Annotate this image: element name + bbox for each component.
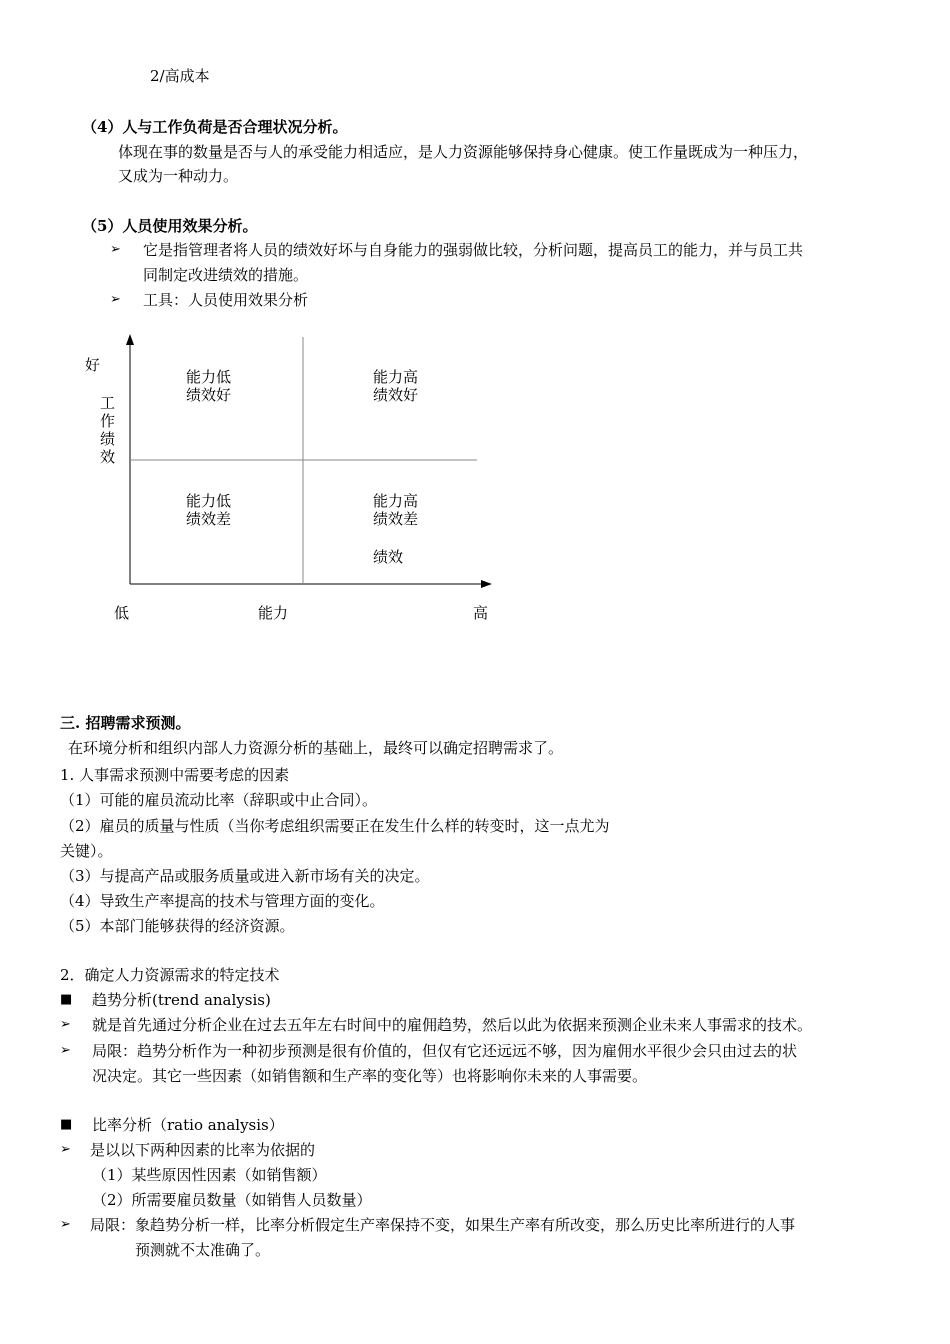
- y-axis-label-3: 绩: [100, 430, 116, 448]
- y-axis-label-4: 效: [100, 448, 116, 466]
- section3-heading: 三. 招聘需求预测。: [60, 714, 191, 732]
- ratio-sub1: （1）某些原因性因素（如销售额）: [92, 1166, 327, 1184]
- arrow-bullet-icon: ➢: [110, 242, 121, 257]
- quadrant-top-left-line1: 能力低: [186, 368, 232, 386]
- section3-intro: 在环境分析和组织内部人力资源分析的基础上，最终可以确定招聘需求了。: [68, 739, 564, 757]
- arrow-bullet-icon: ➢: [60, 1017, 71, 1032]
- inner-label: 绩效: [373, 548, 404, 566]
- quadrant-top-right-line2: 绩效好: [373, 386, 419, 404]
- ability-performance-matrix: [0, 0, 950, 640]
- section4-line1: 体现在事的数量是否与人的承受能力相适应，是人力资源能够保持身心健康。使工作量既成为一种压力，: [118, 143, 809, 161]
- trend-bullet1: 就是首先通过分析企业在过去五年左右时间中的雇佣趋势，然后以此为依据来预测企业未来人事需求的技术。: [92, 1016, 813, 1034]
- x-axis-arrow-icon: [481, 580, 492, 588]
- factor-item-2-cont: 关键）。: [60, 842, 113, 860]
- y-axis-label-1: 工: [100, 394, 116, 412]
- factor-item-2: （2）雇员的质量与性质（当你考虑组织需要正在发生什么样的转变时，这一点尤为: [60, 817, 610, 835]
- x-axis-label: 能力: [258, 604, 289, 622]
- y-axis-label-2: 作: [100, 412, 116, 430]
- quadrant-bottom-left-line2: 绩效差: [186, 510, 232, 528]
- top-item: 2/高成本: [150, 67, 210, 85]
- arrow-bullet-icon: ➢: [110, 292, 121, 307]
- ratio-bullet1: 是以以下两种因素的比率为依据的: [90, 1141, 316, 1159]
- ratio-sub2: （2）所需要雇员数量（如销售人员数量）: [92, 1191, 372, 1209]
- factor-item-3: （3）与提高产品或服务质量或进入新市场有关的决定。: [60, 867, 430, 885]
- quadrant-top-right-line1: 能力高: [373, 368, 419, 386]
- trend-title: 趋势分析(trend analysis): [92, 991, 271, 1009]
- section3-sub2-title: 2．确定人力资源需求的特定技术: [60, 966, 280, 984]
- trend-bullet2-line1: 局限：趋势分析作为一种初步预测是很有价值的，但仅有它还远远不够，因为雇佣水平很少会只由过去的状: [92, 1042, 798, 1060]
- ratio-title: 比率分析（ratio analysis）: [92, 1116, 284, 1134]
- section5-bullet1-line1: 它是指管理者将人员的绩效好坏与自身能力的强弱做比较，分析问题，提高员工的能力，并与员工共: [143, 241, 804, 259]
- factor-item-1: （1）可能的雇员流动比率（辞职或中止合同）。: [60, 791, 378, 809]
- x-high-label: 高: [473, 604, 489, 622]
- factor-item-5: （5）本部门能够获得的经济资源。: [60, 917, 295, 935]
- square-bullet-icon: ■: [60, 992, 73, 1007]
- arrow-bullet-icon: ➢: [60, 1142, 71, 1157]
- y-top-label: 好: [85, 356, 101, 374]
- ratio-bullet2-line1: 局限：象趋势分析一样，比率分析假定生产率保持不变，如果生产率有所改变，那么历史比率所进行的人事: [90, 1216, 796, 1234]
- section3-sub1-title: 1. 人事需求预测中需要考虑的因素: [60, 766, 290, 784]
- arrow-bullet-icon: ➢: [60, 1043, 71, 1058]
- ratio-bullet2-line2: 预测就不太准确了。: [135, 1241, 271, 1259]
- trend-bullet2-line2: 况决定。其它一些因素（如销售额和生产率的变化等）也将影响你未来的人事需要。: [92, 1067, 648, 1085]
- quadrant-bottom-right-line1: 能力高: [373, 492, 419, 510]
- section5-bullet1-line2: 同制定改进绩效的措施。: [143, 266, 309, 284]
- section4-line2: 又成为一种动力。: [118, 167, 239, 185]
- quadrant-bottom-left-line1: 能力低: [186, 492, 232, 510]
- section5-heading: （5）人员使用效果分析。: [82, 217, 258, 235]
- quadrant-top-left-line2: 绩效好: [186, 386, 232, 404]
- x-low-label: 低: [114, 604, 130, 622]
- y-axis-arrow-icon: [126, 334, 134, 345]
- factor-item-4: （4）导致生产率提高的技术与管理方面的变化。: [60, 892, 385, 910]
- arrow-bullet-icon: ➢: [60, 1217, 71, 1232]
- quadrant-bottom-right-line2: 绩效差: [373, 510, 419, 528]
- square-bullet-icon: ■: [60, 1117, 73, 1132]
- section4-heading: （4）人与工作负荷是否合理状况分析。: [82, 118, 348, 136]
- section5-bullet2: 工具：人员使用效果分析: [143, 291, 309, 309]
